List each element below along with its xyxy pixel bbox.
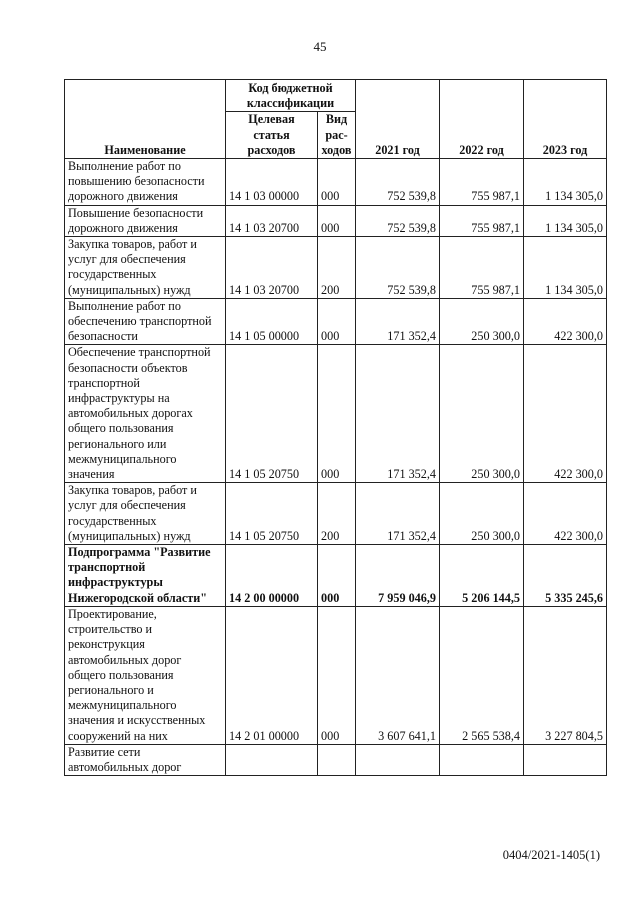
row-target-article [226,744,318,775]
row-target-article: 14 1 05 20750 [226,345,318,483]
row-expense-type: 000 [318,545,356,607]
row-expense-type: 000 [318,298,356,345]
row-value-2022 [440,744,524,775]
row-value-2023: 5 335 245,6 [524,545,607,607]
row-expense-type: 200 [318,483,356,545]
row-name: Обеспечение транспортной безопасности объектов транспортной инфраструктуры на автомобильных дорогах общего пользования регионального или межмуниципального значения [65,345,226,483]
table-row [65,159,607,206]
row-value-2022: 755 987,1 [440,159,524,206]
row-value-2023: 1 134 305,0 [524,205,607,236]
row-value-2021: 7 959 046,9 [356,545,440,607]
header-2022: 2022 год [440,80,524,159]
table-row [65,345,607,483]
row-value-2021: 171 352,4 [356,298,440,345]
row-value-2022: 5 206 144,5 [440,545,524,607]
row-expense-type: 000 [318,205,356,236]
row-name: Выполнение работ по обеспечению транспортной безопасности [65,298,226,345]
row-name: Закупка товаров, работ и услуг для обеспечения государственных (муниципальных) нужд [65,237,226,299]
header-target-article: Целевая статья расходов [226,112,318,159]
row-value-2022: 755 987,1 [440,205,524,236]
table-row [65,237,607,299]
row-name: Повышение безопасности дорожного движения [65,205,226,236]
row-value-2023: 1 134 305,0 [524,159,607,206]
row-target-article: 14 2 00 00000 [226,545,318,607]
document-code: 0404/2021-1405(1) [502,848,600,862]
table-row [65,545,607,607]
header-2021: 2021 год [356,80,440,159]
header-2023: 2023 год [524,80,607,159]
row-value-2023: 422 300,0 [524,345,607,483]
row-value-2021: 752 539,8 [356,159,440,206]
row-name: Проектирование, строительство и реконструкция автомобильных дорог общего пользования регионального и межмуниципального значения и искусственных сооружений на них [65,606,226,744]
row-target-article: 14 1 03 20700 [226,237,318,299]
row-value-2021: 752 539,8 [356,237,440,299]
row-target-article: 14 1 05 00000 [226,298,318,345]
row-value-2022: 755 987,1 [440,237,524,299]
row-value-2023: 1 134 305,0 [524,237,607,299]
row-expense-type: 000 [318,345,356,483]
row-name: Развитие сети автомобильных дорог [65,744,226,775]
row-expense-type: 000 [318,159,356,206]
table-row [65,483,607,545]
row-target-article: 14 1 03 00000 [226,159,318,206]
row-value-2023: 422 300,0 [524,298,607,345]
row-target-article: 14 1 05 20750 [226,483,318,545]
row-value-2022: 250 300,0 [440,345,524,483]
row-expense-type [318,744,356,775]
row-value-2022: 250 300,0 [440,483,524,545]
row-target-article: 14 1 03 20700 [226,205,318,236]
header-expense-type: Вид рас-ходов [318,112,356,159]
row-name: Закупка товаров, работ и услуг для обеспечения государственных (муниципальных) нужд [65,483,226,545]
row-value-2022: 250 300,0 [440,298,524,345]
header-name: Наименование [65,80,226,159]
header-kbk-group: Код бюджетной классификации [226,80,356,112]
row-value-2022: 2 565 538,4 [440,606,524,744]
budget-table [64,79,607,776]
row-value-2023 [524,744,607,775]
row-name: Выполнение работ по повышению безопасности дорожного движения [65,159,226,206]
row-expense-type: 200 [318,237,356,299]
row-value-2021: 171 352,4 [356,345,440,483]
page-number: 45 [313,39,327,54]
table-row [65,298,607,345]
row-value-2021: 3 607 641,1 [356,606,440,744]
row-name: Подпрограмма "Развитие транспортной инфраструктуры Нижегородской области" [65,545,226,607]
row-expense-type: 000 [318,606,356,744]
row-value-2021: 752 539,8 [356,205,440,236]
table-body [65,159,607,776]
row-value-2021 [356,744,440,775]
table-row [65,606,607,744]
row-target-article: 14 2 01 00000 [226,606,318,744]
table-row [65,205,607,236]
row-value-2023: 422 300,0 [524,483,607,545]
row-value-2023: 3 227 804,5 [524,606,607,744]
row-value-2021: 171 352,4 [356,483,440,545]
table-row [65,744,607,775]
